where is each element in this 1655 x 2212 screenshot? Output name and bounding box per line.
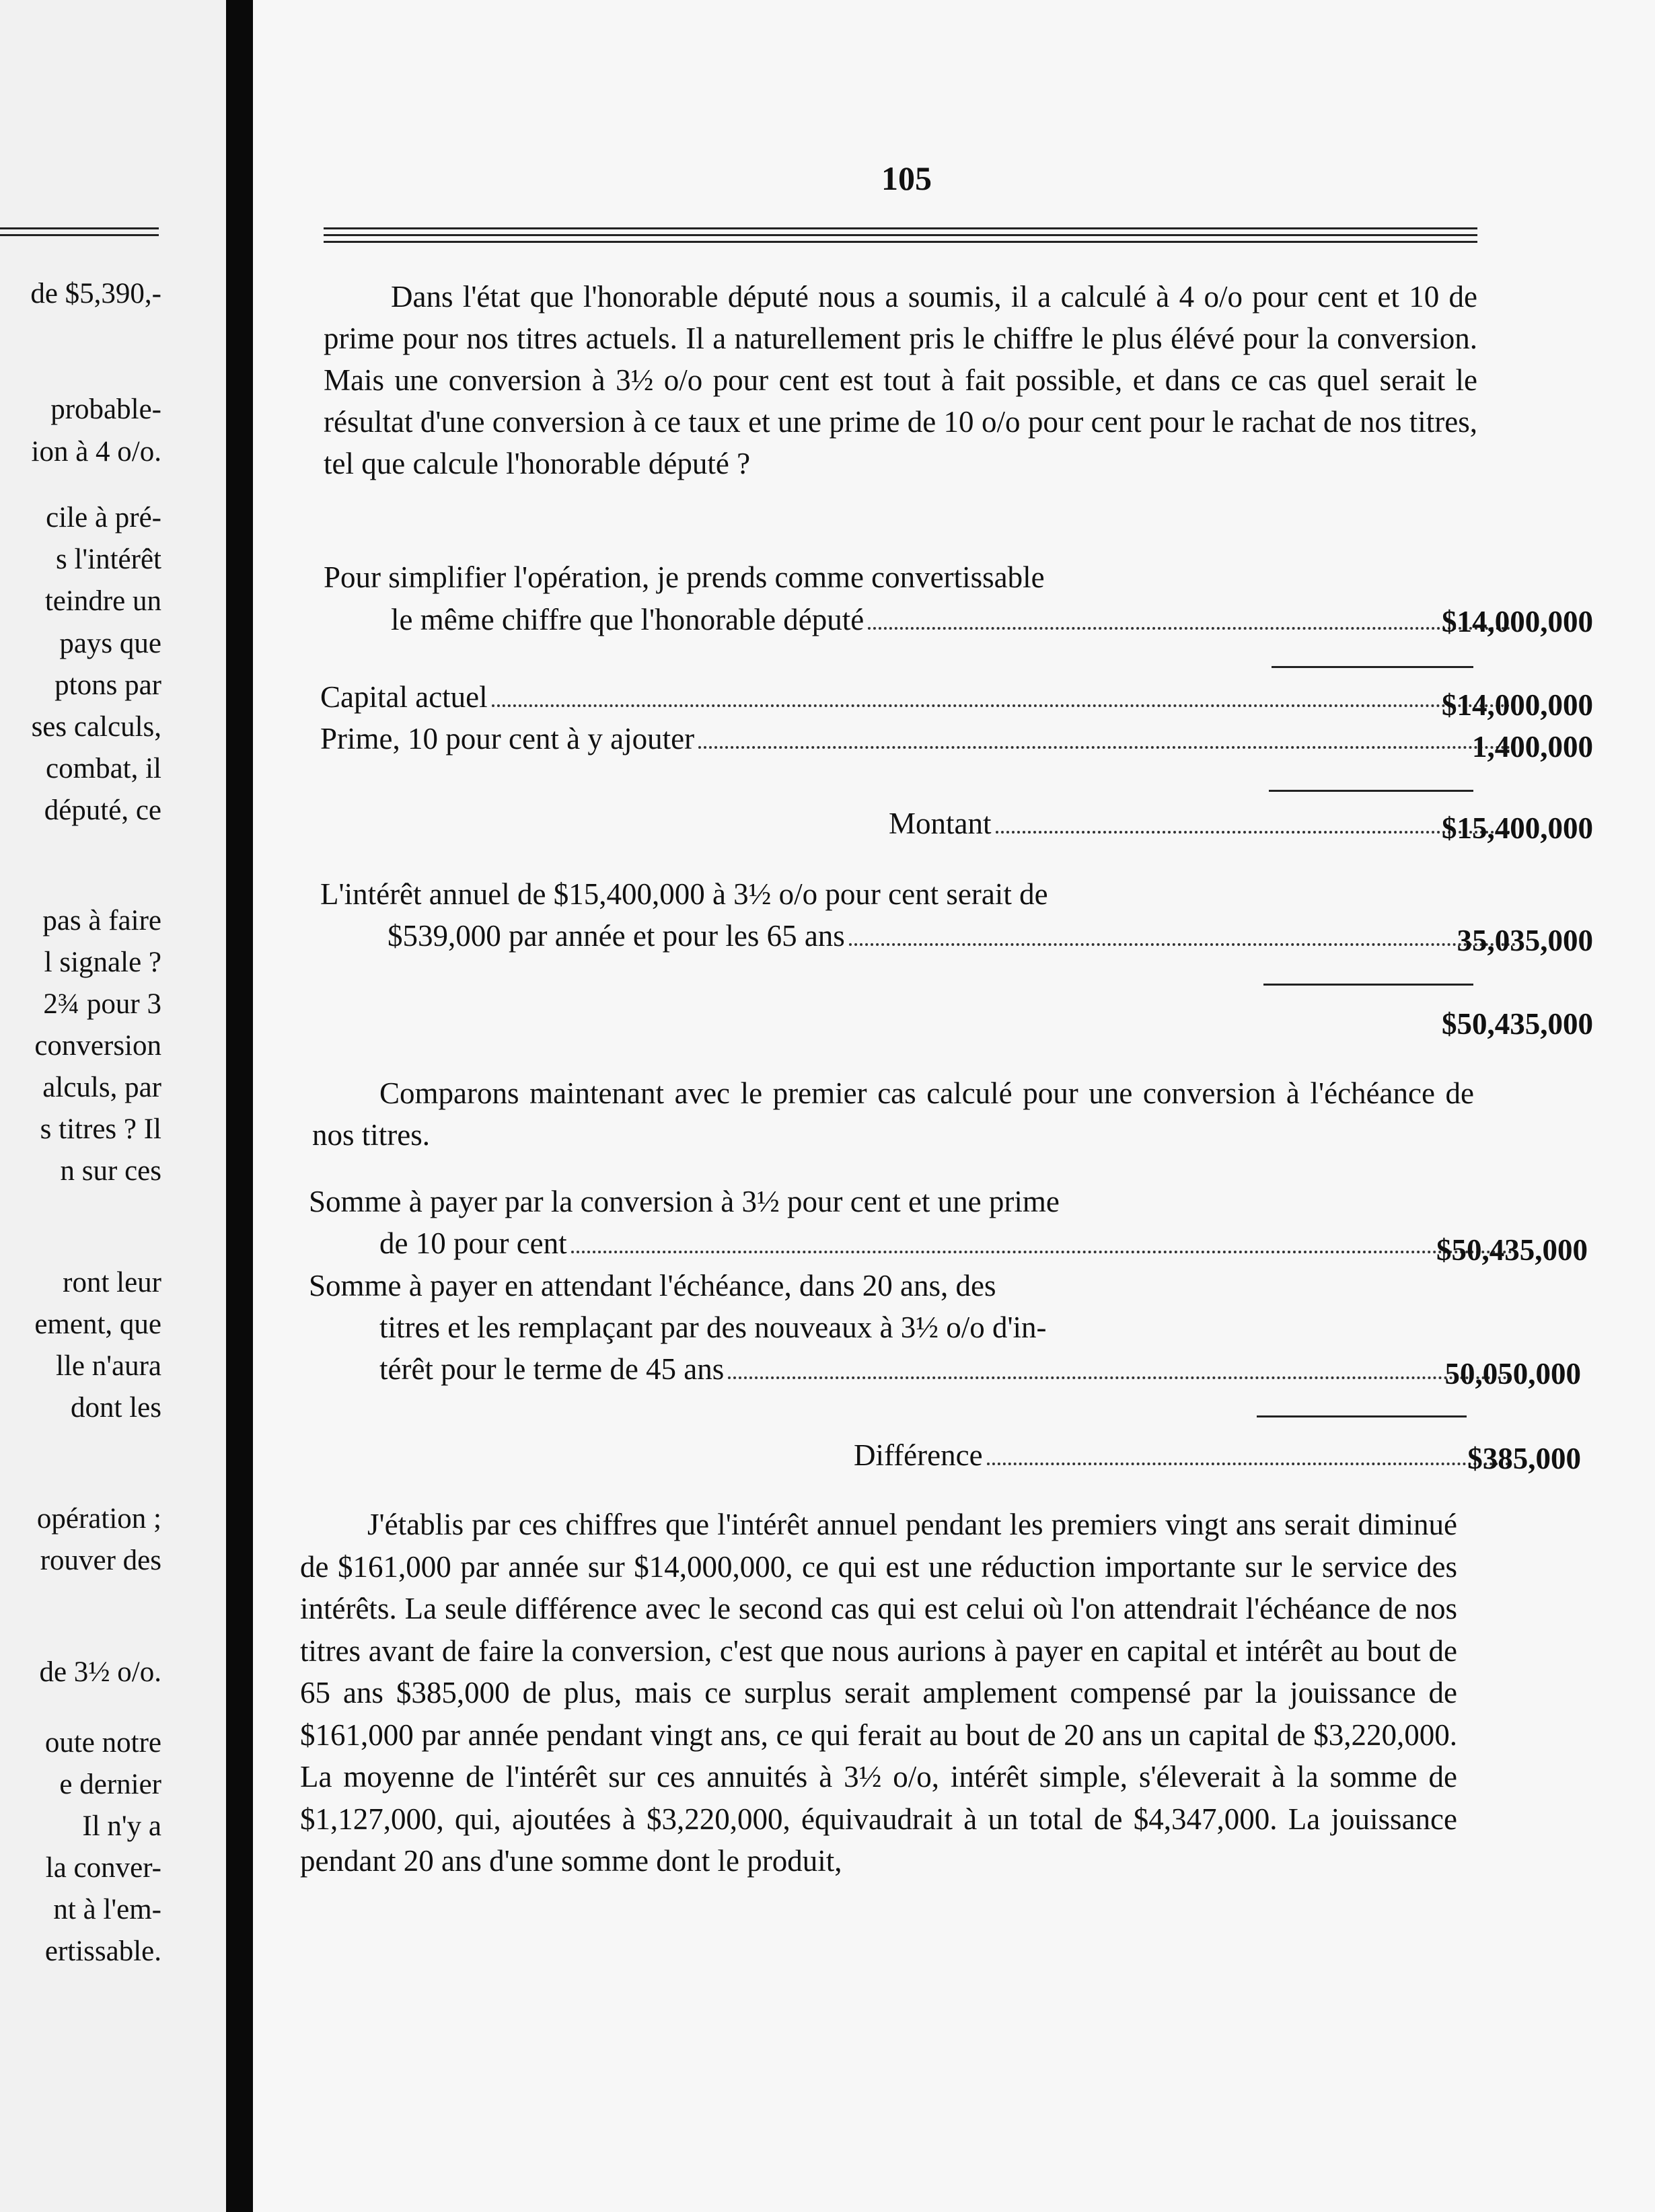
left-page-fragment: lle n'aura <box>56 1350 161 1382</box>
left-page-fragment: dont les <box>71 1392 161 1424</box>
left-page-fragment: ses calculs, <box>31 711 161 743</box>
calc1-line1: Pour simplifier l'opération, je prends comme convertissable <box>324 560 1045 594</box>
difference-amount: $385,000 <box>1467 1442 1581 1475</box>
left-page-fragment: conversion <box>34 1030 161 1062</box>
leader-dots <box>698 746 1516 749</box>
item1-line2-label: de 10 pour cent <box>379 1226 567 1260</box>
left-page-fragment: s titres ? Il <box>40 1113 161 1145</box>
header-rule <box>324 234 1477 236</box>
interest-line1: L'intérêt annuel de $15,400,000 à 3½ o/o pour cent serait de <box>320 877 1048 911</box>
item2-line1: Somme à payer en attendant l'échéance, dans 20 ans, des <box>309 1269 996 1302</box>
compare-paragraph-text: Comparons maintenant avec le premier cas calculé pour une conversion à l'échéance de nos titres. <box>312 1076 1474 1152</box>
item1-row <box>379 1226 1518 1261</box>
book-gutter <box>226 0 253 2212</box>
calc1-line2-label: le même chiffre que l'honorable député <box>391 603 865 636</box>
leader-dots <box>849 943 1516 946</box>
leader-dots <box>996 831 1516 834</box>
left-page-fragment: teindre un <box>44 585 161 617</box>
montant-row <box>889 806 1521 842</box>
left-page-fragment: député, ce <box>44 795 161 826</box>
item2-row <box>379 1352 1518 1387</box>
header-rule <box>324 227 1477 229</box>
montant-label: Montant <box>889 807 992 840</box>
left-page-fragment: l signale ? <box>44 947 161 978</box>
left-page-fragment: 2¾ pour 3 <box>43 988 161 1020</box>
capital-label: Capital actuel <box>320 680 488 714</box>
intro-paragraph <box>324 276 1477 484</box>
left-page-fragment: e dernier <box>59 1769 161 1800</box>
item2-amount: 50,050,000 <box>1444 1357 1581 1391</box>
left-page-fragment: la conver- <box>45 1852 161 1884</box>
item1-amount: $50,435,000 <box>1436 1233 1588 1267</box>
left-page-fragment: pas à faire <box>42 905 161 936</box>
prime-amount: 1,400,000 <box>1472 730 1593 764</box>
leader-dots <box>492 704 1516 707</box>
compare-paragraph <box>312 1072 1474 1156</box>
left-page-fragment: cile à pré- <box>46 502 161 533</box>
prime-label: Prime, 10 pour cent à y ajouter <box>320 722 695 755</box>
left-page-rule <box>0 227 159 229</box>
difference-row <box>854 1438 1514 1473</box>
left-page-fragment: ertissable. <box>44 1936 161 1967</box>
left-page-rule <box>0 234 159 236</box>
left-page-fragment: combat, il <box>46 753 161 784</box>
left-page-fragment: de 3½ o/o. <box>39 1656 161 1688</box>
capital-row <box>320 679 1521 715</box>
leader-dots <box>571 1251 1512 1253</box>
capital-amount: $14,000,000 <box>1442 688 1593 722</box>
interest-line2-label: $539,000 par année et pour les 65 ans <box>388 919 845 953</box>
closing-paragraph-text: J'établis par ces chiffres que l'intérêt annuel pendant les premiers vingt ans serait diminué de $161,000 par année sur $14,000,000, ce qui est une réduction importante sur le service des intérêts. La seule différence avec le second cas qui est celui où l'on attendrait l'échéance de nos titres avant de faire la conversion, c'est que nous aurions à payer en capital et intérêt au bout de 65 ans $385,000 de plus, mais ce surplus serait amplement compensé par la jouissance de $161,000 par année pendant vingt ans, ce qui ferait au bout de 20 ans un capital de $3,220,000. La moyenne de l'intérêt sur ces annuités à 3½ o/o, intérêt simple, s'éleverait à la somme de $1,127,000, qui, ajoutées à $3,220,000, équivaudrait à un total de $4,347,000. La jouissance pendant 20 ans d'une somme dont le produit, <box>300 1508 1457 1878</box>
previous-page-fragment <box>0 0 226 2212</box>
item1-line1: Somme à payer par la conversion à 3½ pour cent et une prime <box>309 1185 1060 1218</box>
sum-rule <box>1269 790 1473 792</box>
page-number: 105 <box>881 159 932 197</box>
left-page-fragment: ion à 4 o/o. <box>31 436 161 468</box>
left-page-fragment: alculs, par <box>42 1072 161 1103</box>
left-page-fragment: pays que <box>59 628 161 659</box>
left-page-fragment: rouver des <box>40 1545 161 1576</box>
left-page-fragment: de $5,390,- <box>30 278 161 309</box>
montant-amount: $15,400,000 <box>1442 811 1593 845</box>
interest-amount: 35,035,000 <box>1457 924 1593 957</box>
header-rule <box>324 241 1477 243</box>
left-page-fragment: opération ; <box>36 1503 161 1535</box>
item2-line3-label: térêt pour le terme de 45 ans <box>379 1352 725 1386</box>
left-page-fragment: ement, que <box>34 1308 161 1340</box>
interest-row <box>388 918 1521 954</box>
closing-paragraph <box>300 1504 1457 1882</box>
left-page-fragment: oute notre <box>44 1727 161 1759</box>
page-105 <box>253 0 1655 2212</box>
intro-paragraph-text: Dans l'état que l'honorable député nous a soumis, il a calculé à 4 o/o pour cent et 10 de prime pour nos titres actuels. Il a naturellement pris le chiffre le plus élévé pour la conversion. Mais une conversion à 3½ o/o pour cent est tout à fait possible, et dans ce cas quel serait le résultat d'une conversion à ce taux et une prime de 10 o/o pour cent pour le rachat de nos titres, tel que calcule l'honorable député ? <box>324 280 1477 480</box>
left-page-fragment: ront leur <box>63 1267 161 1298</box>
calc1-line2-amount: $14,000,000 <box>1442 605 1593 638</box>
left-page-fragment: nt à l'em- <box>53 1894 161 1925</box>
left-page-fragment: n sur ces <box>60 1155 161 1187</box>
calc1-total: $50,435,000 <box>1442 1007 1593 1041</box>
leader-dots <box>868 627 1516 630</box>
left-page-fragment: ptons par <box>54 669 161 701</box>
item2-line2: titres et les remplaçant par des nouveaux à 3½ o/o d'in- <box>379 1311 1047 1344</box>
left-page-fragment: Il n'y a <box>82 1810 161 1842</box>
sum-rule <box>1263 984 1473 986</box>
left-page-fragment: probable- <box>50 394 161 425</box>
calc1-line2 <box>391 602 1521 638</box>
prime-row <box>320 721 1521 757</box>
leader-dots <box>987 1463 1509 1465</box>
sum-rule <box>1257 1415 1467 1417</box>
left-page-fragment: s l'intérêt <box>55 544 161 575</box>
sum-rule <box>1272 666 1473 668</box>
leader-dots <box>728 1376 1512 1379</box>
difference-label: Différence <box>854 1438 983 1472</box>
